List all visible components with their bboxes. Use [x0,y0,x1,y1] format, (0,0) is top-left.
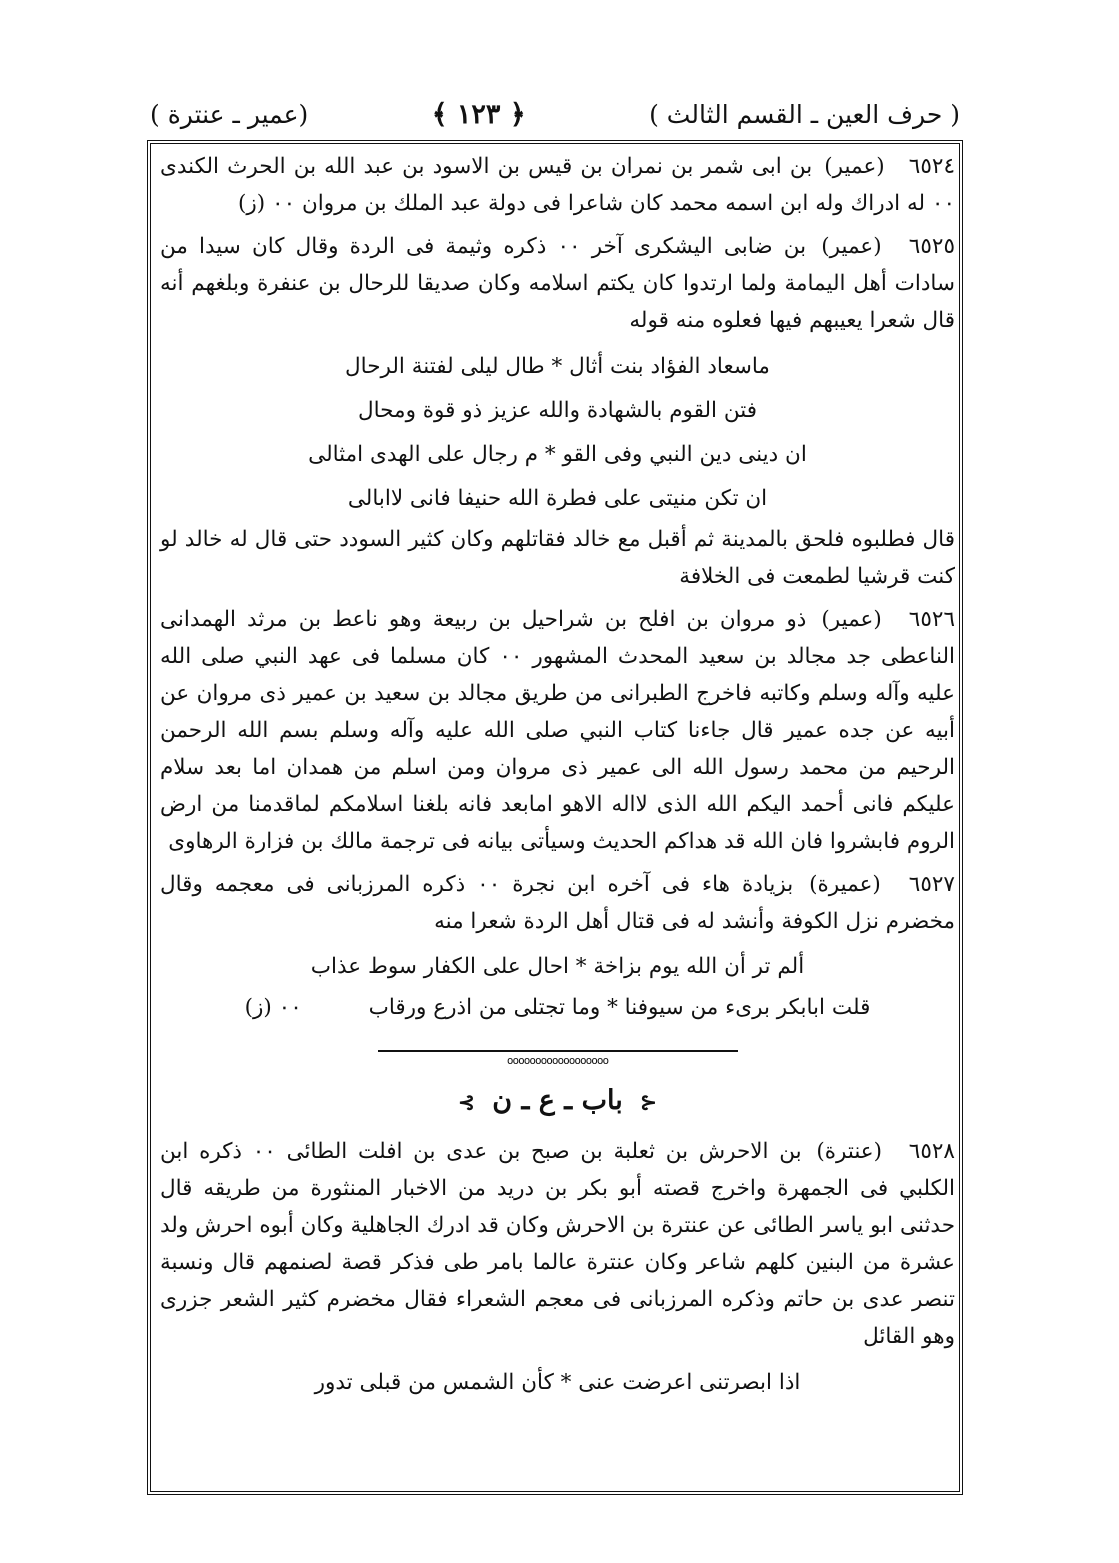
poem-line: ألم تر أن الله يوم بزاخة * احال على الكفار سوط عذاب [310,954,805,979]
poem-line: ان دينى دين النبي وفى القو * م رجال على الهدى امثالى [308,442,807,467]
entry-headword: (عمير) [824,154,885,179]
entry-headword: (عمير) [821,607,882,632]
entry-headword: (عنترة) [816,1139,883,1164]
entry-6528 [160,1133,955,1355]
entry-headword: (عميرة) [809,872,881,897]
poem-line: فتن القوم بالشهادة والله عزيز ذو قوة ومحال [358,398,757,423]
poem-line [160,987,955,1028]
entry-text: ذو مروان بن افلح بن شراحيل بن ربيعة وهو ناعط بن مرثد الهمدانى الناعطى جد مجالد بن سعيد المحدث المشهور ٠٠ كان مسلما فى عهد النبي صلى الله عليه وآله وسلم وكاتبه فاخرج الطبرانى من طريق مجالد بن سعيد بن عمير ذى مروان عن أبيه عن جده عمير قال جاءنا كتاب النبي صلى الله عليه وآله وسلم بسم الله الرحمن الرحيم من محمد رسول الله الى عمير ذى مروان ومن اسلم من همدان اما بعد سلام عليكم فانى أحمد اليكم الله الذى لااله الاهو امابعد فانه بلغنا اسلامكم لماقدمنا من ارض الروم فابشروا فان الله قد هداكم الحديث وسيأتى بيانه فى ترجمة مالك بن فزارة الرهاوى [160,607,955,854]
chapter-title: باب ـ ع ـ ن [492,1085,623,1116]
source-mark: ٠٠ (ز) [244,995,302,1020]
page-header [150,94,960,134]
header-right-section-title: ( حرف العين ـ القسم الثالث ) [649,99,960,129]
header-left-entry-range: (عمير ـ عنترة ) [150,99,309,129]
poem-line: اذا ابصرتنى اعرضت عنى * كأن الشمس من قبلى تدور [314,1370,801,1395]
entry-6526 [160,601,955,860]
entry-6525 [160,228,955,339]
entry-number: ٦٥٢٧ [908,872,955,897]
entry-text: بن الاحرش بن ثعلبة بن صبح بن عدى بن افلت الطائى ٠٠ ذكره ابن الكلبي فى الجمهرة واخرج قصته أبو بكر بن دريد من الاخبار المنثورة من طريقه قال حدثنى ابو ياسر الطائى عن عنترة بن الاحرش وكان قد ادرك الجاهلية وكان أبوه احرش ولد عشرة من البنين كلهم شاعر وكان عنترة عالما بامر طى فذكر قصة لصنمهم قال ونسبة تنصر عدى بن حاتم وذكره المرزبانى فى معجم الشعراء فقال مخضرم كثير الشعر جزرى وهو القائل [160,1139,956,1349]
entry-text: بن ضابى اليشكرى آخر ٠٠ ذكره وثيمة فى الردة وقال كان سيدا من سادات أهل اليمامة ولما ارتدوا كان يكتم اسلامه وكان صديقا للرحال بن عنفرة وبلغهم أنه قال شعرا يعيبهم فيها فعلوه منه قوله [160,234,955,333]
page-body [160,148,955,1405]
entry-headword: (عمير) [821,234,882,259]
section-divider [378,1050,738,1064]
entry-number: ٦٥٢٤ [908,154,955,179]
entry-number: ٦٥٢٨ [908,1139,955,1164]
entry-text: بن ابى شمر بن نمران بن قيس بن الاسود بن عبد الله بن الحرث الكندى ٠٠ له ادراك وله ابن اسمه محمد كان شاعرا فى دولة عبد الملك بن مروان ٠٠ (ز) [160,154,955,216]
entry-number: ٦٥٢٦ [908,607,955,632]
entry-continuation: قال فطلبوه فلحق بالمدينة ثم أقبل مع خالد فقاتلهم وكان كثير السودد حتى قال له خالد لو كنت قرشيا لطمعت فى الخلافة [160,527,955,589]
poem-block [160,946,955,1028]
poem-line: ماسعاد الفؤاد بنت أثال * طال ليلى لفتنة الرحال [345,354,770,379]
entry-number: ٦٥٢٥ [908,234,955,259]
entry-text: بزيادة هاء فى آخره ابن نجرة ٠٠ ذكره المرزبانى فى معجمه وقال مخضرم نزل الكوفة وأنشد له فى قتال أهل الردة شعرا منه [160,872,955,934]
page-number: ﴿ ١٢٣ ﴾ [431,98,526,130]
poem-line-text: قلت ابابكر برىء من سيوفنا * وما تجتلى من اذرع ورقاب [368,995,871,1020]
chapter-heading [160,1082,955,1121]
poem-block [160,1361,955,1405]
poem-line: ان تكن منيتى على فطرة الله حنيفا فانى لاابالى [347,486,768,511]
entry-6524 [160,148,955,222]
entry-6527 [160,866,955,940]
ornament-icon: ⊱ [458,1090,475,1114]
ornament-icon: ⊰ [640,1090,657,1114]
poem-block [160,345,955,521]
